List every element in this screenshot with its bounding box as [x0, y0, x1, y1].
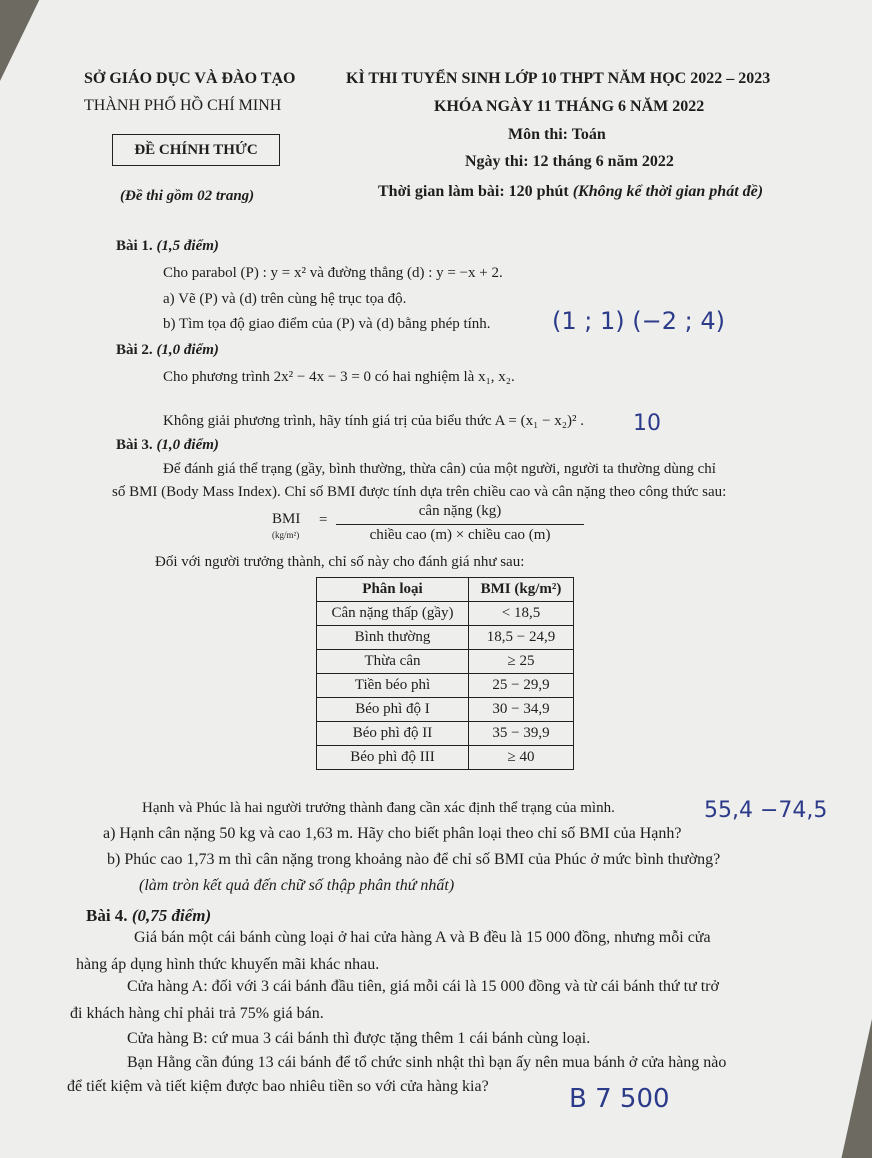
- bai1-handwritten-answer: (1 ; 1) (−2 ; 4): [552, 307, 725, 335]
- table-row: [317, 602, 574, 626]
- table-cell-bmi: 30 − 34,9: [469, 698, 574, 722]
- bai4-paragraph-2b: đi khách hàng chỉ phải trả 75% giá bán.: [70, 1005, 324, 1022]
- table-cell-bmi: ≥ 25: [469, 650, 574, 674]
- bai1-heading: Bài 1.: [116, 238, 153, 254]
- duration-line: [378, 183, 763, 201]
- pages-note: (Đề thi gồm 02 trang): [120, 188, 255, 204]
- bai4-paragraph-4b: để tiết kiệm và tiết kiệm được bao nhiêu tiền so với cửa hàng kia?: [67, 1078, 489, 1095]
- department-line-1: SỞ GIÁO DỤC VÀ ĐÀO TẠO: [84, 70, 296, 87]
- formula-lhs: BMI: [272, 511, 301, 527]
- table-header-row: [317, 578, 574, 602]
- bai2-points: (1,0 điểm): [156, 342, 219, 358]
- bai2-heading: Bài 2.: [116, 342, 153, 358]
- bai4-paragraph-3: Cửa hàng B: cứ mua 3 cái bánh thì được tặng thêm 1 cái bánh cùng loại.: [127, 1030, 591, 1047]
- department-line-2: THÀNH PHỐ HỒ CHÍ MINH: [84, 97, 282, 114]
- bai3-part-b: b) Phúc cao 1,73 m thì cân nặng trong khoảng nào để chỉ số BMI của Phúc ở mức bình thường?: [107, 851, 721, 868]
- bai1-heading-line: [116, 238, 219, 255]
- bai4-heading: Bài 4.: [86, 906, 128, 925]
- table-cell-category: Bình thường: [317, 626, 469, 650]
- table-cell-bmi: 35 − 39,9: [469, 722, 574, 746]
- duration-note: (Không kể thời gian phát đề): [572, 183, 764, 200]
- bai3-points: (1,0 điểm): [156, 437, 219, 453]
- table-cell-category: Cân nặng thấp (gầy): [317, 602, 469, 626]
- bmi-table: [316, 577, 574, 770]
- formula-lhs-unit: (kg/m²): [272, 530, 300, 540]
- bai2-heading-line: [116, 342, 219, 359]
- formula-fraction-bar: [336, 524, 584, 525]
- table-cell-bmi: 18,5 − 24,9: [469, 626, 574, 650]
- bai2-line-1: Cho phương trình 2x² − 4x − 3 = 0 có hai nghiệm là x₁, x₂.: [163, 369, 515, 385]
- bai4-paragraph-2a: Cửa hàng A: đối với 3 cái bánh đầu tiên, giá mỗi cái là 15 000 đồng và từ cái bánh thứ tư trở: [127, 978, 719, 995]
- formula-denominator: chiều cao (m) × chiều cao (m): [369, 527, 551, 543]
- bai1-intro: Cho parabol (P) : y = x² và đường thẳng (d) : y = −x + 2.: [163, 265, 503, 281]
- table-cell-category: Béo phì độ III: [317, 746, 469, 770]
- table-cell-category: Tiền béo phì: [317, 674, 469, 698]
- table-row: [317, 746, 574, 770]
- bai3-part-a: a) Hạnh cân nặng 50 kg và cao 1,63 m. Hãy cho biết phân loại theo chỉ số BMI của Hạnh?: [103, 825, 682, 842]
- table-cell-category: Béo phì độ II: [317, 722, 469, 746]
- table-row: [317, 626, 574, 650]
- table-row: [317, 650, 574, 674]
- table-row: [317, 722, 574, 746]
- test-date: Ngày thi: 12 tháng 6 năm 2022: [465, 153, 674, 170]
- table-intro: Đối với người trưởng thành, chỉ số này cho đánh giá như sau:: [155, 554, 525, 570]
- table-cell-category: Béo phì độ I: [317, 698, 469, 722]
- exam-title: KÌ THI TUYỂN SINH LỚP 10 THPT NĂM HỌC 2022 – 2023: [346, 70, 771, 87]
- bai3-rounding-note: (làm tròn kết quả đến chữ số thập phân thứ nhất): [139, 877, 455, 894]
- duration: Thời gian làm bài: 120 phút: [378, 183, 569, 200]
- subject: Môn thi: Toán: [508, 126, 606, 143]
- bai1-part-a: a) Vẽ (P) và (d) trên cùng hệ trục tọa độ.: [163, 291, 407, 307]
- official-stamp: ĐỀ CHÍNH THỨC: [112, 134, 280, 166]
- bai1-part-b: b) Tìm tọa độ giao điểm của (P) và (d) bằng phép tính.: [163, 316, 491, 332]
- table-header-category: Phân loại: [317, 578, 469, 602]
- bai4-paragraph-1a: Giá bán một cái bánh cùng loại ở hai cửa hàng A và B đều là 15 000 đồng, nhưng mỗi cửa: [134, 929, 711, 946]
- bai4-handwritten-answer: B 7 500: [569, 1084, 670, 1114]
- exam-date-line: KHÓA NGÀY 11 THÁNG 6 NĂM 2022: [434, 98, 705, 115]
- bai4-paragraph-4a: Bạn Hằng cần đúng 13 cái bánh để tổ chức sinh nhật thì bạn ấy nên mua bánh ở cửa hàng nào: [127, 1054, 727, 1071]
- table-cell-bmi: ≥ 40: [469, 746, 574, 770]
- formula-fraction: [336, 503, 584, 547]
- bai4-heading-line: [86, 906, 211, 926]
- bai3-after-table: Hạnh và Phúc là hai người trưởng thành đang cần xác định thể trạng của mình.: [142, 800, 615, 816]
- table-cell-bmi: 25 − 29,9: [469, 674, 574, 698]
- bai2-handwritten-answer: 10: [633, 411, 661, 436]
- formula-equals: =: [319, 512, 328, 528]
- table-row: [317, 698, 574, 722]
- bai3-heading: Bài 3.: [116, 437, 153, 453]
- bai4-points: (0,75 điểm): [131, 906, 212, 925]
- bai3-handwritten-answer: 55,4 −74,5: [704, 798, 828, 823]
- bai1-points: (1,5 điểm): [156, 238, 219, 254]
- bai3-heading-line: [116, 437, 219, 454]
- bai3-paragraph-1: Để đánh giá thể trạng (gầy, bình thường, thừa cân) của một người, người ta thường dùng chỉ: [163, 461, 716, 477]
- bai3-paragraph-2: số BMI (Body Mass Index). Chỉ số BMI được tính dựa trên chiều cao và cân nặng theo công thức sau:: [112, 484, 727, 500]
- bai4-paragraph-1b: hàng áp dụng hình thức khuyến mãi khác nhau.: [76, 956, 380, 973]
- bai2-line-2: Không giải phương trình, hãy tính giá trị của biểu thức A = (x₁ − x₂)² .: [163, 413, 585, 429]
- formula-numerator: cân nặng (kg): [418, 503, 502, 519]
- table-header-bmi: BMI (kg/m²): [469, 578, 574, 602]
- table-cell-bmi: < 18,5: [469, 602, 574, 626]
- table-row: [317, 674, 574, 698]
- table-cell-category: Thừa cân: [317, 650, 469, 674]
